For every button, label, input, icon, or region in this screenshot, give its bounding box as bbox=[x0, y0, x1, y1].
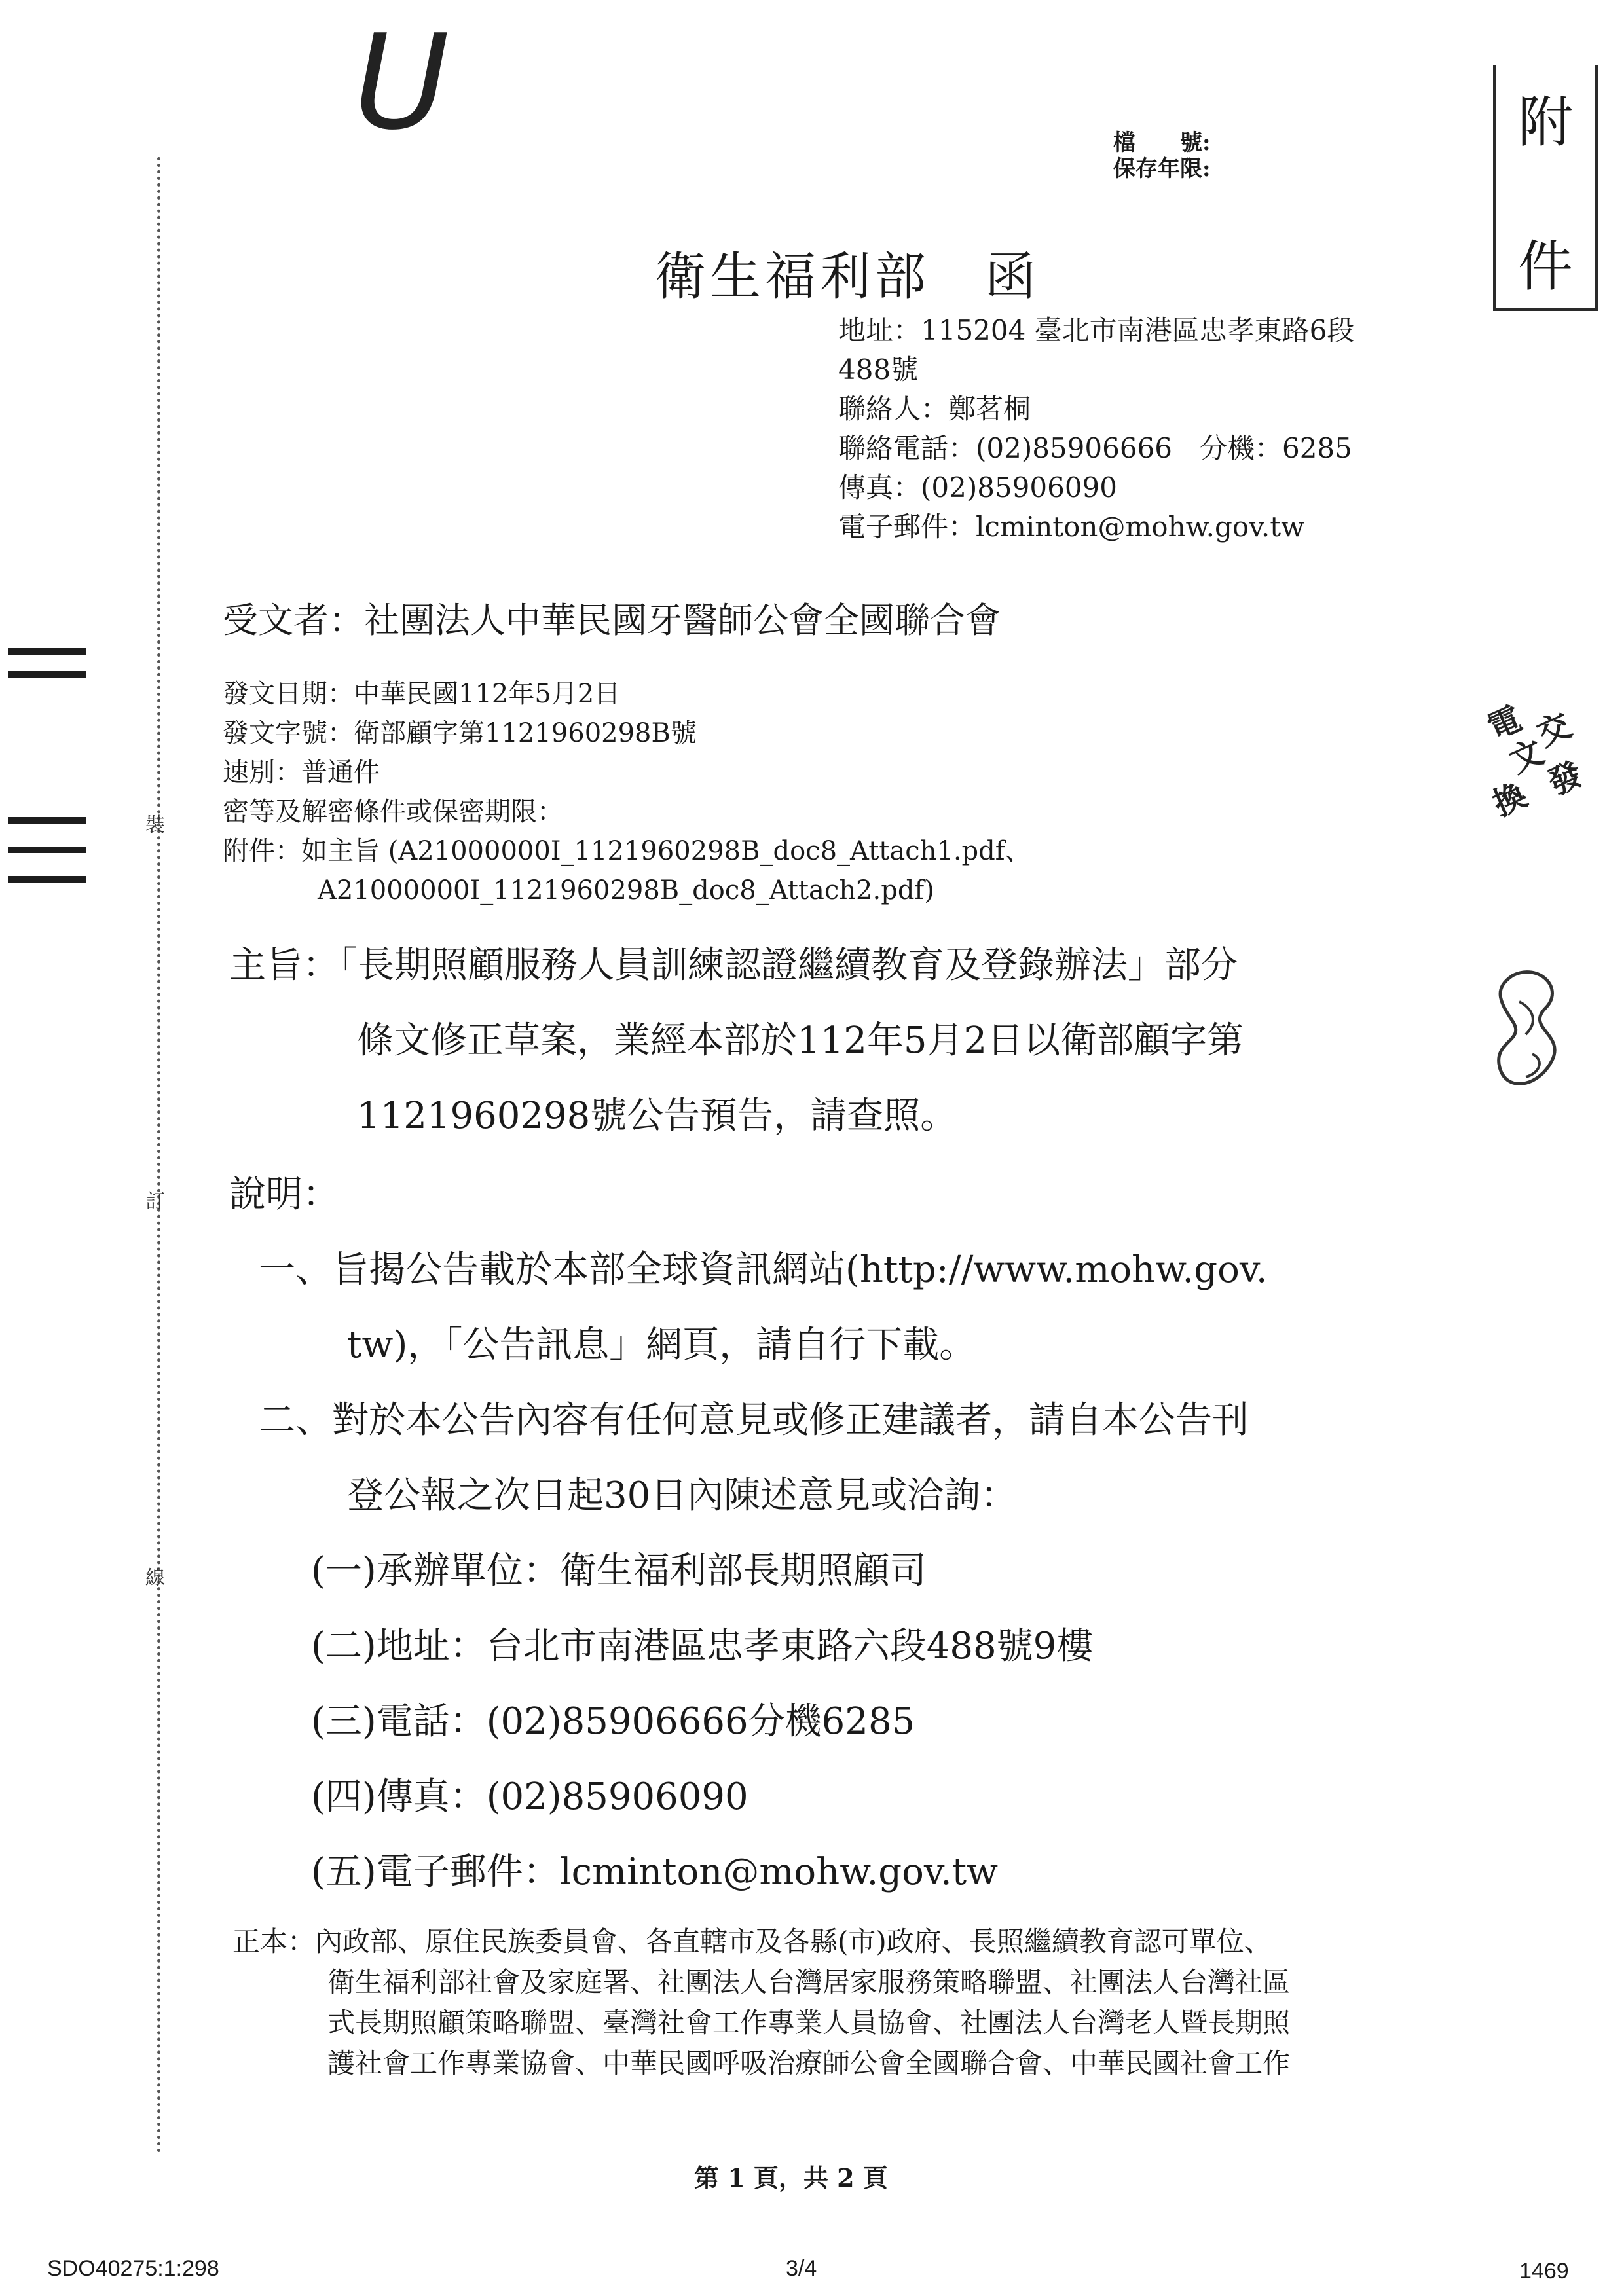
copies-line3: 式長期照顧策略聯盟、臺灣社會工作專業人員協會、社團法人台灣老人暨長期照 bbox=[327, 2007, 1291, 2039]
handwritten-seal-scribble bbox=[1486, 962, 1578, 1106]
reference-number: 發文字號：衛部顧字第1121960298B號 bbox=[223, 718, 697, 748]
explanation-item2-line2: 登公報之次日起30日內陳述意見或洽詢： bbox=[347, 1474, 1018, 1517]
file-number-label: 檔 號: bbox=[1113, 130, 1211, 156]
document-meta bbox=[223, 674, 1031, 910]
margin-bars-bottom bbox=[8, 817, 86, 896]
sender-fax: 傳真：(02)85906090 bbox=[838, 471, 1117, 503]
copies-line4: 護社會工作專業協會、中華民國呼吸治療師公會全國聯合會、中華民國社會工作 bbox=[327, 2047, 1291, 2079]
stamp-char-4: 換 bbox=[1486, 774, 1533, 824]
stamp-char-2: 文 bbox=[1504, 731, 1549, 781]
copies-line2: 衛生福利部社會及家庭署、社團法人台灣居家服務策略聯盟、社團法人台灣社區 bbox=[327, 1966, 1291, 1998]
contact-sub-item-5: (五)電子郵件：lcminton@mohw.gov.tw bbox=[311, 1851, 999, 1893]
stamp-char-5: 發 bbox=[1542, 754, 1588, 803]
sender-address-line1: 地址：115204 臺北市南港區忠孝東路6段 bbox=[838, 314, 1355, 346]
page-number: 第 1 頁，共 2 頁 bbox=[694, 2163, 888, 2193]
attachment-line1: 附件：如主旨 (A21000000I_1121960298B_doc8_Attach1.pdf、 bbox=[223, 836, 1031, 866]
sender-info bbox=[838, 311, 1354, 547]
explanation-item1-line1: 一、旨揭公告載於本部全球資訊網站(http://www.mohw.gov. bbox=[259, 1248, 1268, 1291]
sender-address-line2: 488號 bbox=[838, 354, 919, 386]
annex-label-box bbox=[1493, 65, 1598, 311]
binding-mark-top: 裝 bbox=[145, 814, 165, 837]
footer-page-counter: 3/4 bbox=[786, 2256, 817, 2281]
copies-section bbox=[232, 1922, 1290, 2084]
binding-line bbox=[157, 157, 160, 2154]
attachment-line2: A21000000I_1121960298B_doc8_Attach2.pdf) bbox=[318, 875, 934, 905]
footer-serial: 1469 bbox=[1519, 2259, 1569, 2284]
explanation-item1-line2: tw)，「公告訊息」網頁，請自行下載。 bbox=[347, 1324, 976, 1366]
stamp-char-3: 交 bbox=[1531, 705, 1577, 754]
annex-char-2: 件 bbox=[1517, 234, 1573, 299]
document-title: 衛生福利部 函 bbox=[655, 247, 1041, 306]
explanation-heading: 說明： bbox=[229, 1173, 339, 1216]
retention-period-label: 保存年限: bbox=[1113, 156, 1211, 182]
subject-line3: 1121960298號公告預告，請查照。 bbox=[357, 1095, 957, 1137]
copies-line1: 正本：內政部、原住民族委員會、各直轄市及各縣(市)政府、長照繼續教育認可單位、 bbox=[232, 1925, 1272, 1958]
binding-mark-mid: 訂 bbox=[145, 1190, 165, 1213]
subject-line1: 主旨：「長期照顧服務人員訓練認證繼續教育及登錄辦法」部分 bbox=[229, 944, 1238, 987]
contact-sub-item-1: (一)承辦單位：衛生福利部長期照顧司 bbox=[311, 1550, 927, 1592]
contact-sub-item-2: (二)地址：台北市南港區忠孝東路六段488號9樓 bbox=[311, 1625, 1094, 1667]
footer-document-id: SDO40275:1:298 bbox=[47, 2256, 219, 2281]
binding-mark-bottom: 線 bbox=[145, 1567, 165, 1590]
margin-bars-top bbox=[8, 648, 86, 701]
contact-sub-item-3: (三)電話：(02)85906666分機6285 bbox=[311, 1700, 915, 1743]
exchange-stamp bbox=[1443, 677, 1596, 836]
subject-line2: 條文修正草案，業經本部於112年5月2日以衛部顧字第 bbox=[357, 1019, 1244, 1062]
annex-char-1: 附 bbox=[1517, 90, 1573, 155]
sender-email: 電子郵件：lcminton@mohw.gov.tw bbox=[838, 511, 1305, 543]
recipient: 受文者：社團法人中華民國牙醫師公會全國聯合會 bbox=[223, 600, 1001, 641]
speed-level: 速別：普通件 bbox=[223, 757, 380, 788]
stamp-char-1: 電 bbox=[1481, 699, 1528, 748]
issue-date: 發文日期：中華民國112年5月2日 bbox=[223, 679, 621, 709]
explanation-item2-line1: 二、對於本公告內容有任何意見或修正建議者，請自本公告刊 bbox=[259, 1399, 1249, 1442]
sender-phone: 聯絡電話：(02)85906666 分機：6285 bbox=[838, 432, 1352, 464]
secrecy-level: 密等及解密條件或保密期限： bbox=[223, 797, 563, 827]
sender-contact: 聯絡人：鄭茗桐 bbox=[838, 393, 1031, 425]
contact-sub-item-4: (四)傳真：(02)85906090 bbox=[311, 1776, 748, 1818]
handwritten-mark: U bbox=[354, 7, 450, 159]
